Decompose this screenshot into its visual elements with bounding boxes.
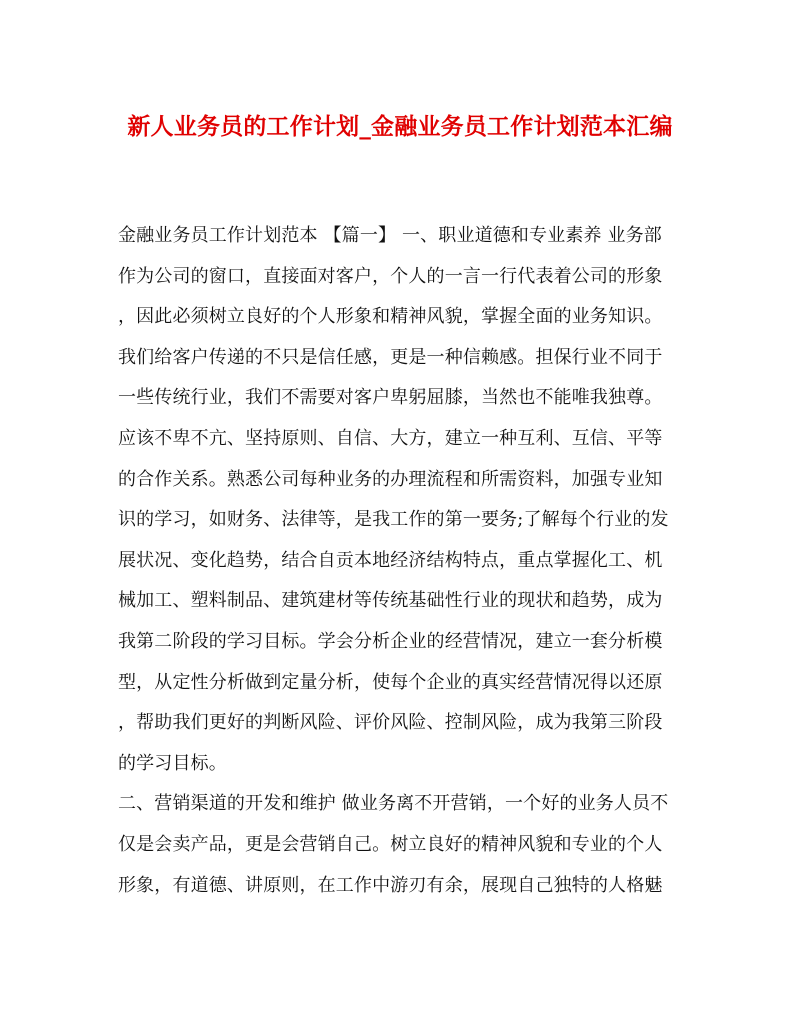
body-line: 识的学习，如财务、法律等，是我工作的第一要务;了解每个行业的发 (118, 509, 669, 531)
body-line: 形象，有道德、讲原则，在工作中游刃有余，展现自己独特的人格魅 (118, 874, 663, 896)
body-line: 作为公司的窗口，直接面对客户，个人的一言一行代表着公司的形象 (118, 265, 663, 287)
body-line: 我第二阶段的学习目标。学会分析企业的经营情况，建立一套分析模 (118, 630, 663, 652)
body-line: 型，从定性分析做到定量分析，使每个企业的真实经营情况得以还原 (118, 671, 663, 693)
body-line: ，帮助我们更好的判断风险、评价风险、控制风险，成为我第三阶段 (118, 712, 663, 734)
document-title: 新人业务员的工作计划_金融业务员工作计划范本汇编 (127, 114, 673, 140)
body-line: 我们给客户传递的不只是信任感，更是一种信赖感。担保行业不同于 (118, 346, 663, 368)
body-line: 二、营销渠道的开发和维护 做业务离不开营销，一个好的业务人员不 (118, 793, 669, 815)
body-line: ，因此必须树立良好的个人形象和精神风貌，掌握全面的业务知识。 (118, 306, 663, 328)
body-line: 的合作关系。熟悉公司每种业务的办理流程和所需资料，加强专业知 (118, 468, 663, 490)
document-body (118, 216, 698, 906)
body-line: 一些传统行业，我们不需要对客户卑躬屈膝，当然也不能唯我独尊。 (118, 387, 663, 409)
body-line: 展状况、变化趋势，结合自贡本地经济结构特点，重点掌握化工、机 (118, 549, 663, 571)
body-line: 械加工、塑料制品、建筑建材等传统基础性行业的现状和趋势，成为 (118, 590, 663, 612)
body-line: 的学习目标。 (118, 752, 227, 774)
body-line: 仅是会卖产品，更是会营销自己。树立良好的精神风貌和专业的个人 (118, 833, 663, 855)
body-line: 应该不卑不亢、坚持原则、自信、大方，建立一种互利、互信、平等 (118, 427, 663, 449)
body-line: 金融业务员工作计划范本 【篇一】 一、职业道德和专业素养 业务部 (118, 225, 662, 246)
